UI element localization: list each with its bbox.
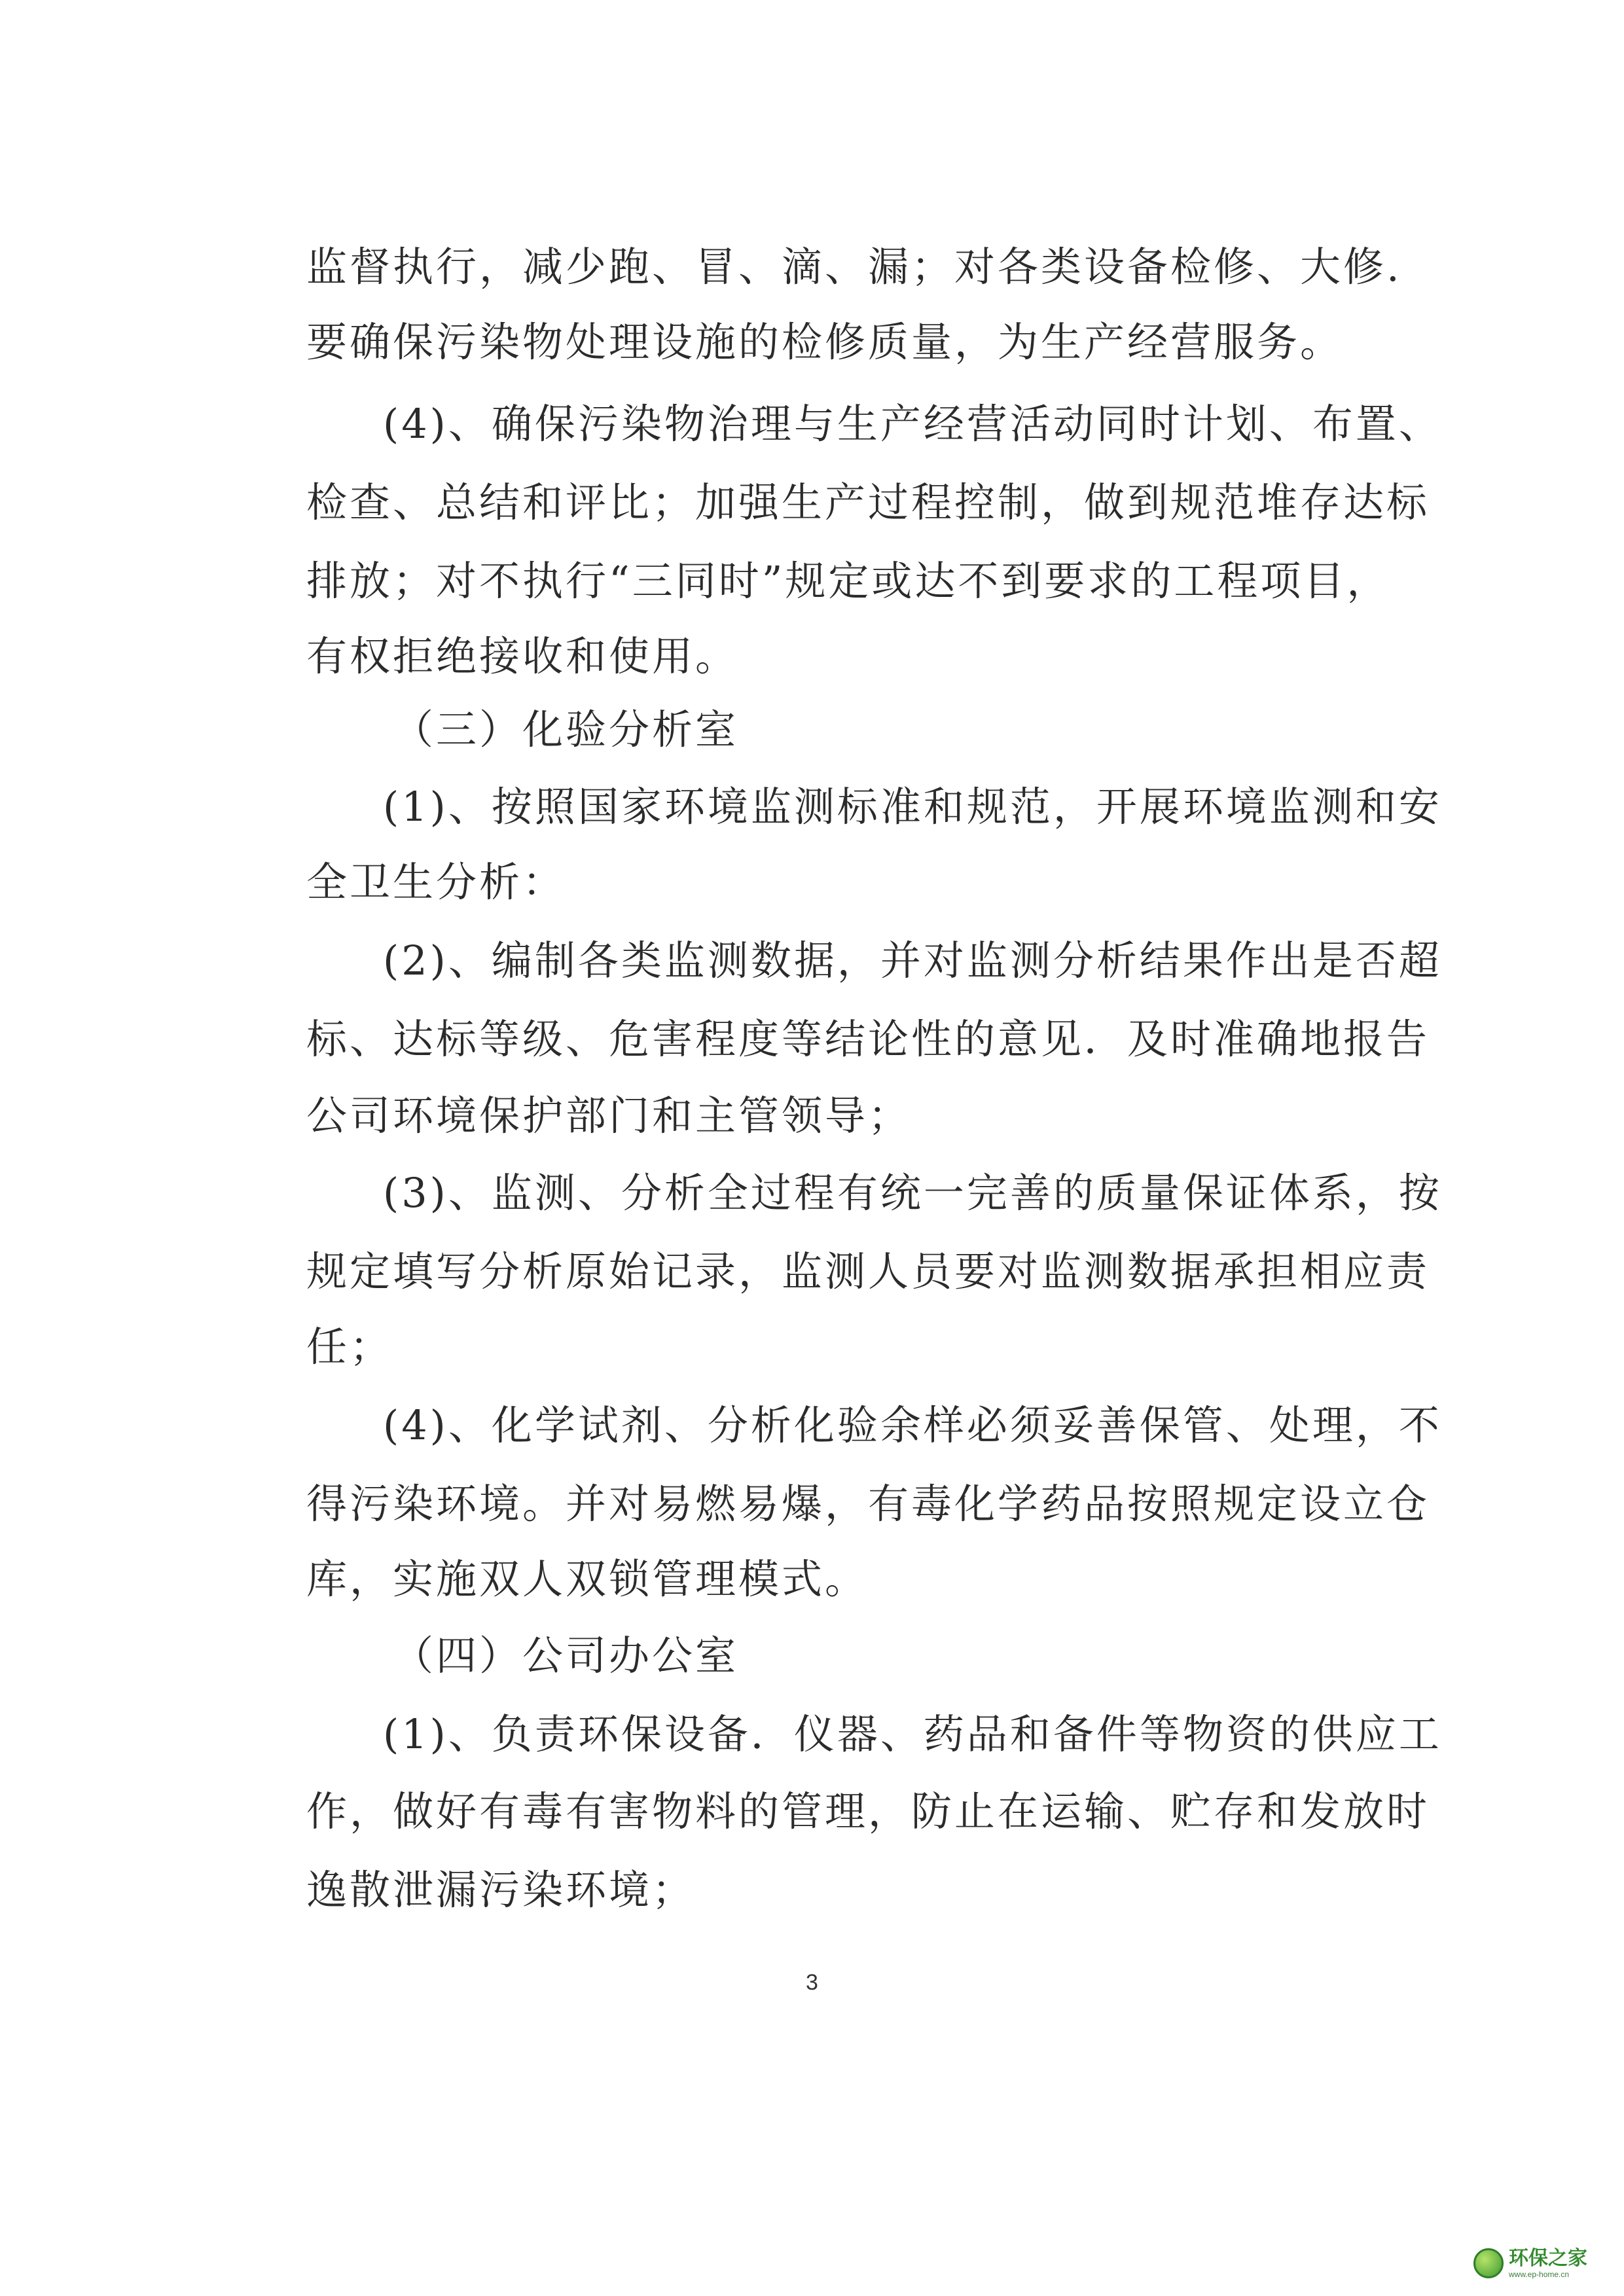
- section-heading: （四）公司办公室: [393, 1632, 739, 1679]
- text-line: (4)、确保污染物治理与生产经营活动同时计划、布置、: [383, 400, 1442, 448]
- text-line: 标、达标等级、危害程度等结论性的意见．及时准确地报告: [306, 1015, 1430, 1063]
- text-line: 全卫生分析：: [306, 858, 566, 906]
- text-line: 得污染环境。并对易燃易爆，有毒化学药品按照规定设立仓: [306, 1480, 1430, 1528]
- text-line: 排放；对不执行“三同时”规定或达不到要求的工程项目，: [306, 557, 1390, 605]
- page-number: 3: [806, 1970, 818, 1995]
- logo-url: www.ep-home.cn: [1509, 2269, 1570, 2279]
- text-line: (3)、监测、分析全过程有统一完善的质量保证体系，按: [383, 1169, 1442, 1217]
- text-line: (1)、按照国家环境监测标准和规范，开展环境监测和安: [383, 783, 1442, 831]
- text-line: (2)、编制各类监测数据，并对监测分析结果作出是否超: [383, 937, 1442, 984]
- text-line: 作，做好有毒有害物料的管理，防止在运输、贮存和发放时: [306, 1787, 1430, 1835]
- text-line: (4)、化学试剂、分析化验余样必须妥善保管、处理，不: [383, 1401, 1442, 1449]
- globe-leaf-icon: [1473, 2248, 1504, 2278]
- text-line: 任；: [306, 1323, 393, 1371]
- text-line: 库，实施双人双锁管理模式。: [306, 1555, 869, 1603]
- text-line: 公司环境保护部门和主管领导；: [306, 1092, 912, 1139]
- text-line: (1)、负责环保设备．仪器、药品和备件等物资的供应工: [383, 1710, 1442, 1758]
- logo-text: 环保之家: [1509, 2246, 1587, 2270]
- text-line: 检查、总结和评比；加强生产过程控制，做到规范堆存达标: [306, 478, 1430, 526]
- section-heading: （三）化验分析室: [393, 706, 739, 753]
- text-line: 逸散泄漏污染环境；: [306, 1866, 696, 1914]
- text-line: 规定填写分析原始记录，监测人员要对监测数据承担相应责: [306, 1247, 1430, 1295]
- text-line: 监督执行，减少跑、冒、滴、漏；对各类设备检修、大修.: [306, 243, 1402, 291]
- text-line: 有权拒绝接收和使用。: [306, 632, 739, 680]
- watermark-logo: [1473, 2244, 1604, 2283]
- text-line: 要确保污染物处理设施的检修质量，为生产经营服务。: [306, 318, 1344, 366]
